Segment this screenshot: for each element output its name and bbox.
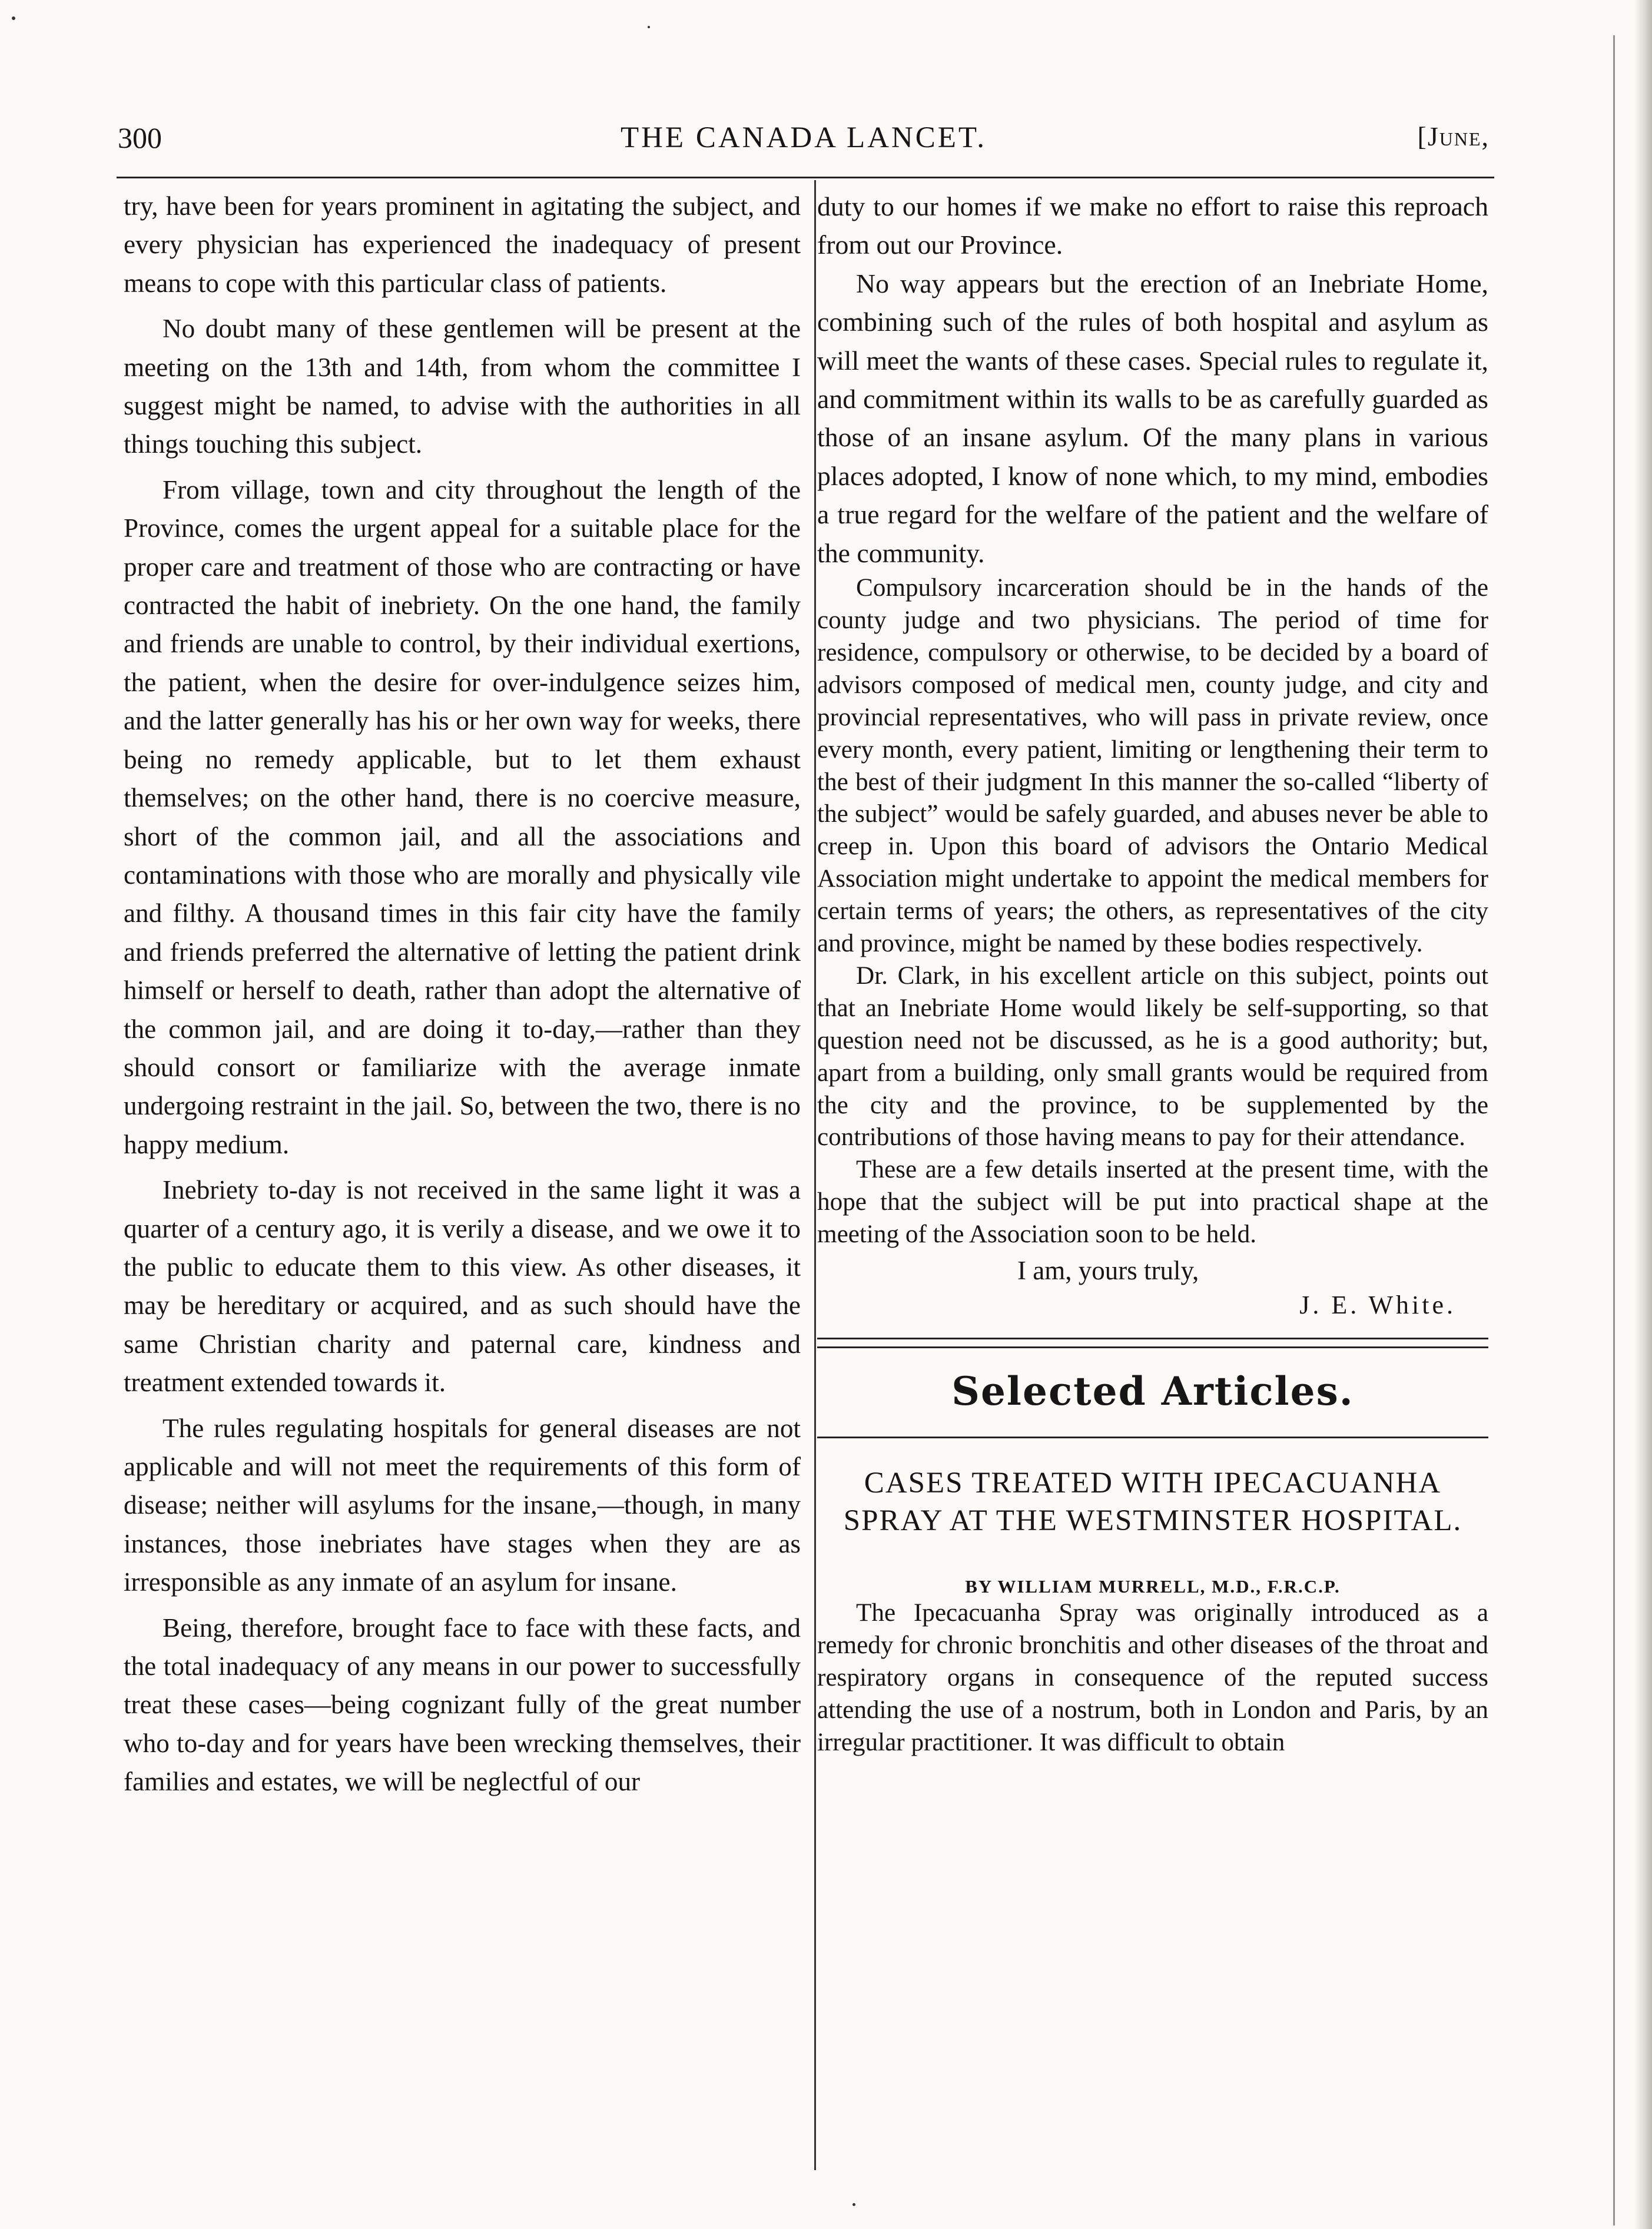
letter-closing: I am, yours truly, [1017, 1256, 1199, 1286]
scan-edge-shadow [1634, 0, 1652, 2229]
header-rule [117, 177, 1494, 178]
paragraph: From village, town and city throughout the length of the Province, comes the urgent appeal for a suitable place for the proper care and treatment of those who are contracting or have contracted the habit of inebriety. On the one hand, the family and friends are unable to control, by their individual exertions, the patient, when the desire for over-indulgence seizes him, and the latter generally has his or her own way for weeks, there being no remedy applicable, but to let them exhaust themselves; on the other hand, there is no coercive measure, short of the common jail, and all the associations and contaminations with those who are morally and physically vile and filthy. A thousand times in this fair city have the family and friends preferred the alternative of letting the patient drink himself or herself to death, rather than adopt the alternative of the common jail, and are doing it to-day,—rather than they should consort or familiarize with the average inmate undergoing restraint in the jail. So, between the two, there is no happy medium. [124, 475, 801, 1159]
section-rule [817, 1437, 1488, 1438]
right-column [817, 187, 1488, 1759]
page-number: 300 [118, 121, 162, 154]
article-title: CASES TREATED WITH IPECACUANHA SPRAY AT THE WESTMINSTER HOSPITAL. [843, 1467, 1462, 1538]
paragraph: No way appears but the erection of an Inebriate Home, combining such of the rules of both hospital and asylum as will meet the wants of these cases. Special rules to regulate it, and commitment within its walls to be as carefully guarded as those of an insane asylum. Of the many plans in various places adopted, I know of none which, to my mind, embodies a true regard for the welfare of the patient and the welfare of the community. [817, 268, 1488, 568]
left-column [124, 187, 801, 1802]
scan-speck [648, 26, 650, 28]
paragraph: Dr. Clark, in his excellent article on this subject, points out that an Inebriate Home would likely be self-supporting, so that question need not be discussed, as he is a good authority; but, apart from a building, only small grants would be required from the city and the province, to be supplemented by the contributions of those having means to pay for their attendance. [817, 961, 1488, 1152]
paragraph: Inebriety to-day is not received in the same light it was a quarter of a century ago, it is verily a disease, and we owe it to the public to educate them to this view. As other diseases, it may be hereditary or acquired, and as such should have the same Christian charity and paternal care, kindness and treatment extended towards it. [124, 1175, 801, 1398]
paragraph: The rules regulating hospitals for general diseases are not applicable and will not meet the requirements of this form of disease; neither will asylums for the insane,—though, in many instances, those inebriates have stages when they are as irresponsible as any inmate of an asylum for insane. [124, 1413, 801, 1597]
page-header [118, 121, 1490, 168]
letter-signature: J. E. White. [1299, 1291, 1456, 1320]
column-divider [814, 180, 816, 2170]
article-intro-paragraph: The Ipecacuanha Spray was originally introduced as a remedy for chronic bronchitis and other diseases of the throat and respiratory organs in consequence of the reputed success attending the use of a nostrum, both in London and Paris, by an irregular practitioner. It was difficult to obtain [817, 1599, 1488, 1756]
paragraph: Compulsory incarceration should be in the hands of the county judge and two physicians. The period of time for residence, compulsory or otherwise, to be decided by a board of advisors composed of medical men, county judge, and city and provincial representatives, who will pass in private review, once every month, every patient, limiting or lengthening their term to the best of their judgment In this manner the so-called “liberty of the subject” would be safely guarded, and abuses never be able to creep in. Upon this board of advisors the Ontario Medical Association might undertake to appoint the medical members for certain terms of years; the others, as representatives of the city and province, might be named by these bodies respectively. [817, 574, 1488, 958]
section-double-rule [817, 1338, 1488, 1348]
scan-binding-line [1613, 35, 1615, 2225]
article-byline: BY WILLIAM MURRELL, M.D., F.R.C.P. [965, 1576, 1341, 1597]
issue-month: [June, [1417, 121, 1490, 151]
paragraph: No doubt many of these gentlemen will be present at the meeting on the 13th and 14th, from whom the committee I suggest might be named, to advise with the authorities in all things touching this subject. [124, 314, 801, 459]
paragraph: duty to our homes if we make no effort to raise this reproach from out our Province. [817, 191, 1488, 260]
paragraph: Being, therefore, brought face to face with these facts, and the total inadequacy of any means in our power to successfully treat these cases—being cognizant fully of the great number who to-day and for years have been wrecking themselves, their families and estates, we will be neglectful of our [124, 1613, 801, 1797]
paragraph: try, have been for years prominent in agitating the subject, and every physician has experienced the inadequacy of present means to cope with this particular class of patients. [124, 191, 801, 298]
journal-title: THE CANADA LANCET. [620, 121, 987, 154]
scan-speck [12, 16, 15, 20]
paragraph: These are a few details inserted at the present time, with the hope that the subject will be put into practical shape at the meeting of the Association soon to be held. [817, 1156, 1488, 1249]
scan-speck [852, 2203, 855, 2206]
section-heading: Selected Articles. [951, 1368, 1354, 1415]
